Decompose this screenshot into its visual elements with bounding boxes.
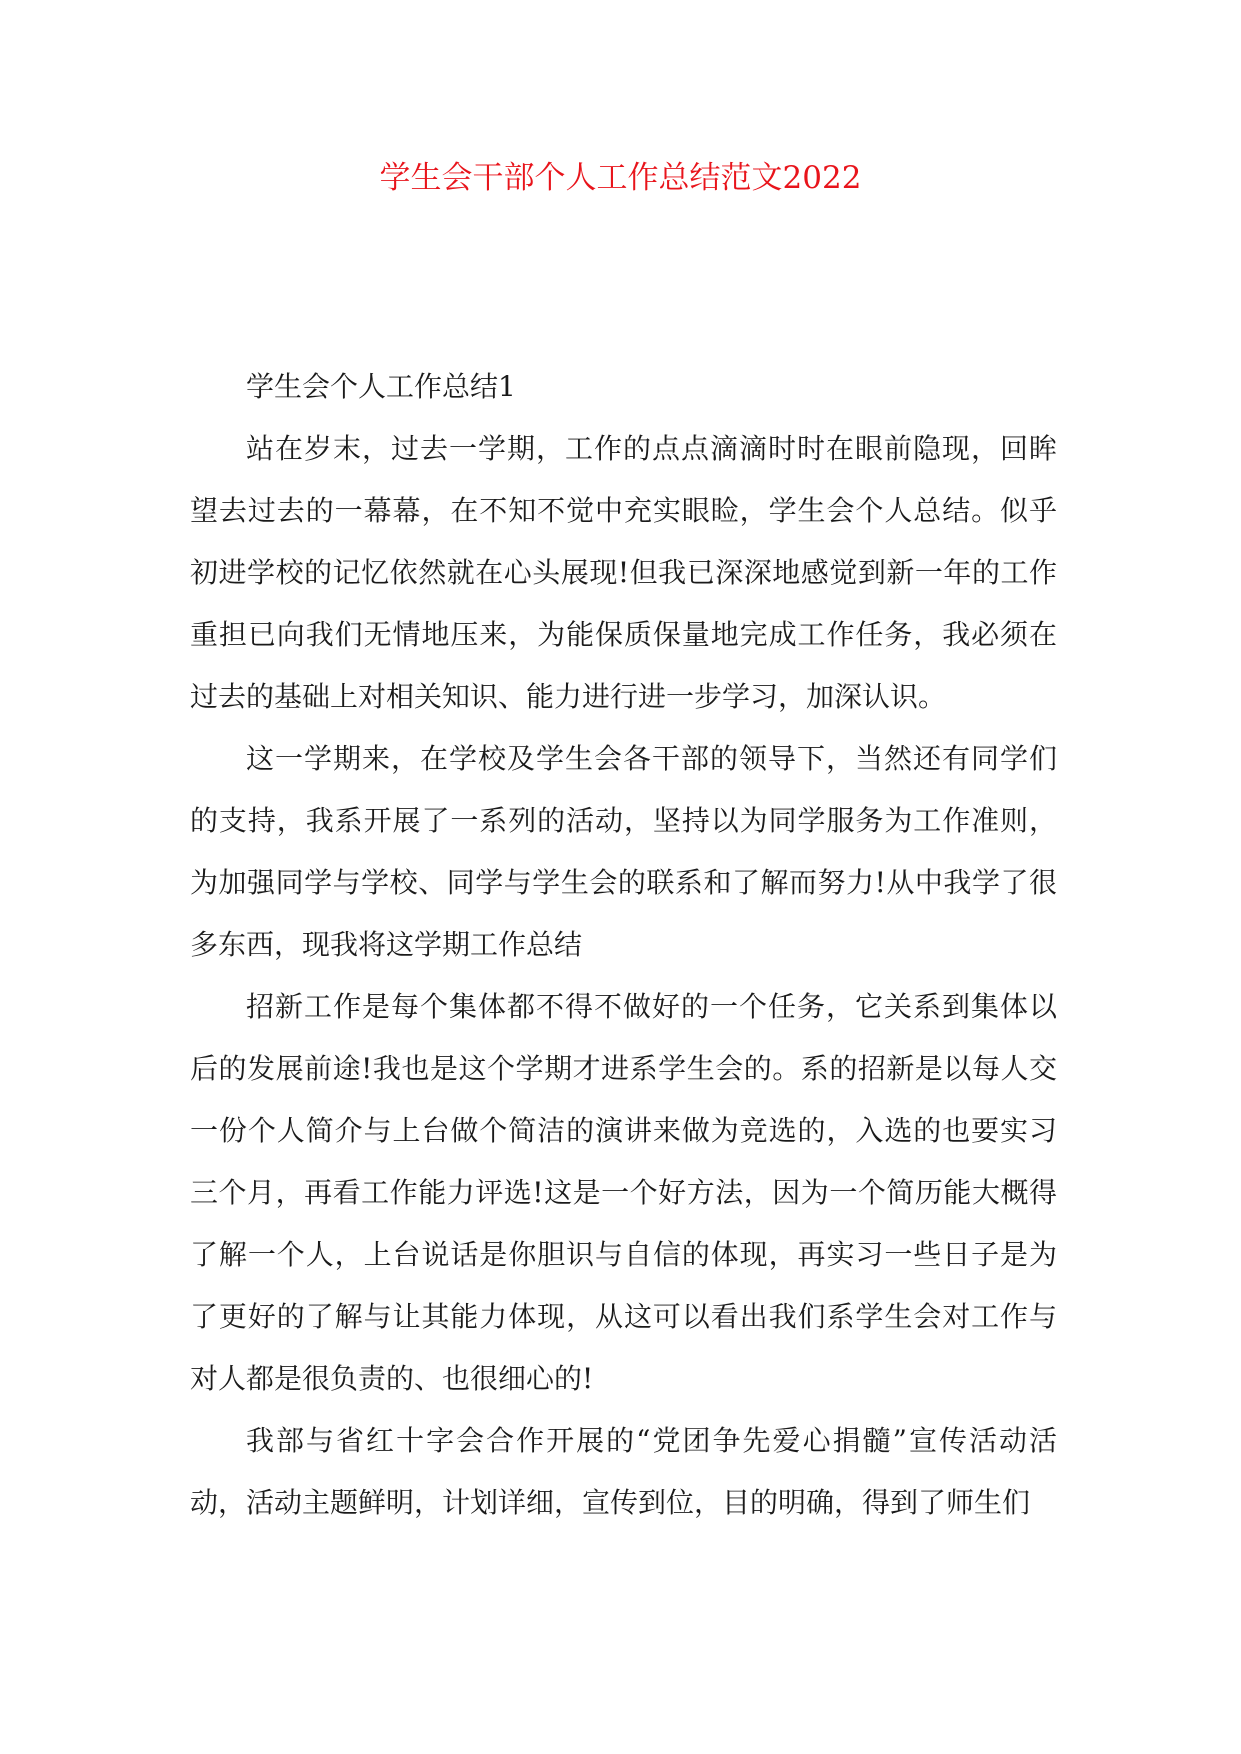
paragraph-4: 我部与省红十字会合作开展的“党团争先爱心捐髓”宣传活动活动，活动主题鲜明，计划详细，宣传到位，目的明确，得到了师生们 — [190, 1424, 1057, 1519]
section-heading: 学生会个人工作总结1 — [246, 370, 516, 403]
document-body — [190, 356, 1057, 1534]
paragraph-3: 招新工作是每个集体都不得不做好的一个任务，它关系到集体以后的发展前途!我也是这个学期才进系学生会的。系的招新是以每人交一份个人简介与上台做个简洁的演讲来做为竞选的，入选的也要实习三个月，再看工作能力评选!这是一个好方法，因为一个简历能大概得了解一个人，上台说话是你胆识与自信的体现，再实习一些日子是为了更好的了解与让其能力体现，从这可以看出我们系学生会对工作与对人都是很负责的、也很细心的! — [190, 990, 1057, 1395]
document-title: 学生会干部个人工作总结范文2022 — [379, 160, 862, 196]
paragraph-1: 站在岁末，过去一学期，工作的点点滴滴时时在眼前隐现，回眸望去过去的一幕幕，在不知不觉中充实眼睑，学生会个人总结。似乎初进学校的记忆依然就在心头展现!但我已深深地感觉到新一年的工作重担已向我们无情地压来，为能保质保量地完成工作任务，我必须在过去的基础上对相关知识、能力进行进一步学习，加深认识。 — [190, 432, 1057, 713]
paragraph-2: 这一学期来，在学校及学生会各干部的领导下，当然还有同学们的支持，我系开展了一系列的活动，坚持以为同学服务为工作准则，为加强同学与学校、同学与学生会的联系和了解而努力!从中我学了很多东西，现我将这学期工作总结 — [190, 742, 1057, 961]
